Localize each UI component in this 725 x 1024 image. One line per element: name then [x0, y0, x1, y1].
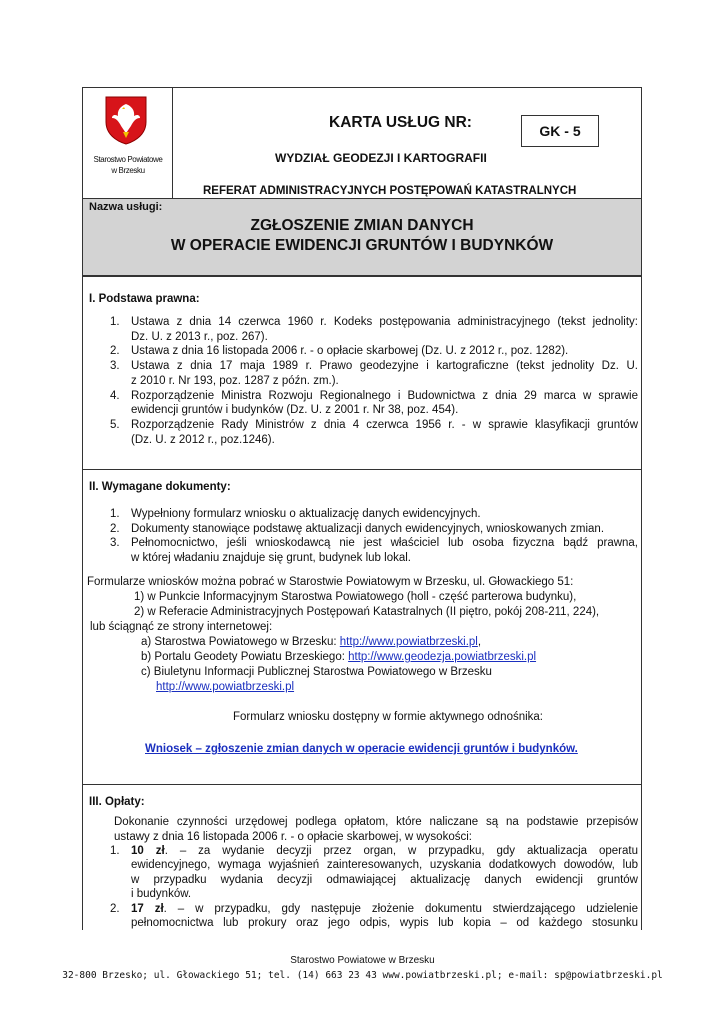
- list-item-number: 5.: [110, 418, 120, 431]
- service-name-band: [83, 198, 641, 276]
- pickup-place-1: 1) w Punkcie Informacyjnym Starostwa Powiatowego (holl - część parterowa budynku),: [134, 591, 577, 603]
- service-name-line-1: ZGŁOSZENIE ZMIAN DANYCH: [250, 217, 474, 234]
- section-number: III: [89, 796, 99, 808]
- section-legal-basis: [83, 276, 641, 469]
- pickup-place-2: 2) w Referacie Administracyjnych Postępowań Katastralnych (II piętro, pokój 208-211, 224),: [134, 606, 600, 618]
- fees-intro-line-1: Dokonanie czynności urzędowej podlega opłatom, które naliczane są na podstawie przepisów: [114, 816, 638, 828]
- section-number: II: [89, 481, 96, 493]
- service-name-line-2: W OPERACIE EWIDENCJI GRUNTÓW I BUDYNKÓW: [170, 237, 554, 254]
- list-item-number: 2.: [110, 345, 120, 358]
- site-c: [156, 680, 294, 695]
- list-item-number: 1.: [110, 508, 120, 520]
- card-code-box: [521, 115, 599, 147]
- county-crest-icon: [103, 94, 149, 146]
- list-item-line: (Dz. U. z 2012 r., poz.1246).: [131, 433, 275, 446]
- application-form-link[interactable]: Wniosek – zgłoszenie zmian danych w operacie ewidencji gruntów i budynków.: [145, 743, 578, 755]
- footer-office: Starostwo Powiatowe w Brzesku: [290, 955, 435, 966]
- section-title: . Opłaty:: [98, 796, 145, 808]
- section-heading: [89, 481, 231, 493]
- card-code: GK - 5: [539, 123, 581, 139]
- fee-2-line-1: [131, 902, 638, 917]
- list-item-line: ewidencji gruntów i budynków (Dz. U. z 2001 r. Nr 38, poz. 454).: [131, 404, 459, 417]
- section-heading: [89, 796, 145, 808]
- list-item-line: Dokumenty stanowiące podstawę aktualizacji danych ewidencyjnych, wnioskowanych zmian.: [131, 522, 605, 535]
- fee-1-line-2: ewidencyjnego, wymaga wyjaśnień zainteresowanych, uzyskania dodatkowych dowodów, lub: [131, 859, 638, 871]
- list-item-line: Pełnomocnictwo, jeśli wnioskodawcą nie jest właściciel lub osoba fizyczna bądź prawna,: [131, 537, 638, 550]
- fee-1-line-4: i budynków.: [131, 888, 192, 900]
- list-item-line: w której władaniu znajduje się grunt, budynek lub lokal.: [131, 552, 411, 565]
- logo-caption-line-1: Starostwo Powiatowe: [93, 155, 163, 164]
- fee-1-amount: 10 zł: [131, 845, 165, 857]
- list-item-number: 3.: [110, 360, 120, 373]
- list-item-number: 2.: [110, 522, 120, 535]
- logo-caption: [83, 154, 173, 176]
- fee-1-line-3: w przypadku wydania decyzji odmawiającej aktualizację danych ewidencji gruntów: [131, 874, 638, 886]
- list-item-line: Ustawa z dnia 14 czerwca 1960 r. Kodeks postępowania administracyjnego (tekst jednolity:: [131, 316, 638, 328]
- site-c-label: c) Biuletynu Informacji Publicznej Starostwa Powiatowego w Brzesku: [141, 666, 492, 678]
- logo-cell: [83, 88, 173, 198]
- list-item-line: Ustawa z dnia 17 maja 1989 r. Prawo geodezyjne i kartograficzne (tekst jednolity Dz. U.: [131, 360, 638, 373]
- unit-name: REFERAT ADMINISTRACYJNYCH POSTĘPOWAŃ KATASTRALNYCH: [203, 185, 577, 197]
- list-item-line: Ustawa z dnia 16 listopada 2006 r. - o opłacie skarbowej (Dz. U. z 2012 r., poz. 1282).: [131, 345, 569, 358]
- list-item-number: 4.: [110, 389, 120, 402]
- fee-2-amount: 17 zł: [131, 903, 164, 915]
- list-item-line: Wypełniony formularz wniosku o aktualizację danych ewidencyjnych.: [131, 508, 481, 520]
- department-name: WYDZIAŁ GEODEZJI I KARTOGRAFII: [275, 151, 487, 165]
- site-b-link[interactable]: http://www.geodezja.powiatbrzeski.pl: [348, 651, 537, 663]
- list-item-number: 1.: [110, 316, 120, 328]
- section-fees: [83, 784, 641, 931]
- site-a-label: a) Starostwa Powiatowego w Brzesku:: [141, 636, 340, 648]
- service-card: [82, 87, 642, 930]
- site-b: [141, 650, 536, 665]
- form-link-line: [145, 742, 578, 757]
- section-heading: I. Podstawa prawna:: [89, 293, 200, 305]
- site-c-link[interactable]: http://www.powiatbrzeski.pl: [156, 681, 295, 693]
- fee-2-line-2: pełnomocnictwa lub prokury oraz jego odpis, wypis lub kopia – od każdego stosunku: [131, 917, 638, 929]
- fee-2-text: . – w przypadku, gdy następuje złożenie dokumentu stwierdzającego udzielenie: [163, 903, 638, 915]
- section-title: . Wymagane dokumenty:: [95, 481, 231, 493]
- footer-contact: 32-800 Brzesko; ul. Głowackiego 51; tel. (14) 663 23 43 www.powiatbrzeski.pl; e-mail: sp@powiatbrzeski.pl: [62, 970, 663, 981]
- logo-caption-line-2: w Brzesku: [111, 166, 145, 175]
- list-item-line: z 2010 r. Nr 193, poz. 1287 z późn. zm.).: [131, 374, 339, 387]
- fees-intro-line-2: ustawy z dnia 16 listopada 2006 r. - o opłacie skarbowej, w wysokości:: [114, 831, 472, 843]
- download-label: lub ściągnąć ze strony internetowej:: [90, 621, 273, 633]
- site-a: a) Starostwa Powiatowego w Brzesku: http://www.powiatbrzeski.pl,: [141, 636, 482, 648]
- fee-1-number: 1.: [110, 845, 120, 857]
- fee-1-text: . – za wydanie decyzji przez organ, w przypadku, gdy aktualizacja operatu: [164, 845, 638, 857]
- site-a-link[interactable]: http://www.powiatbrzeski.pl: [339, 636, 478, 648]
- list-item-line: Rozporządzenie Ministra Rozwoju Regionalnego i Budownictwa z dnia 29 marca w sprawie: [131, 389, 638, 402]
- card-title: KARTA USŁUG NR:: [329, 114, 472, 131]
- section-required-documents: [83, 469, 641, 784]
- list-item-line: Rozporządzenie Rady Ministrów z dnia 4 czerwca 1956 r. - w sprawie klasyfikacji gruntów: [131, 418, 638, 431]
- fee-2-number: 2.: [110, 903, 120, 915]
- site-b-label: b) Portalu Geodety Powiatu Brzeskiego:: [141, 651, 349, 663]
- active-form-note: Formularz wniosku dostępny w formie aktywnego odnośnika:: [233, 711, 544, 723]
- list-item-number: 3.: [110, 537, 120, 550]
- fee-1-line-1: [131, 844, 638, 859]
- forms-intro: Formularze wniosków można pobrać w Starostwie Powiatowym w Brzesku, ul. Głowackiego 51:: [87, 576, 574, 588]
- service-name-label: Nazwa usługi:: [89, 201, 163, 213]
- list-item-line: Dz. U. z 2013 r., poz. 267).: [131, 330, 268, 343]
